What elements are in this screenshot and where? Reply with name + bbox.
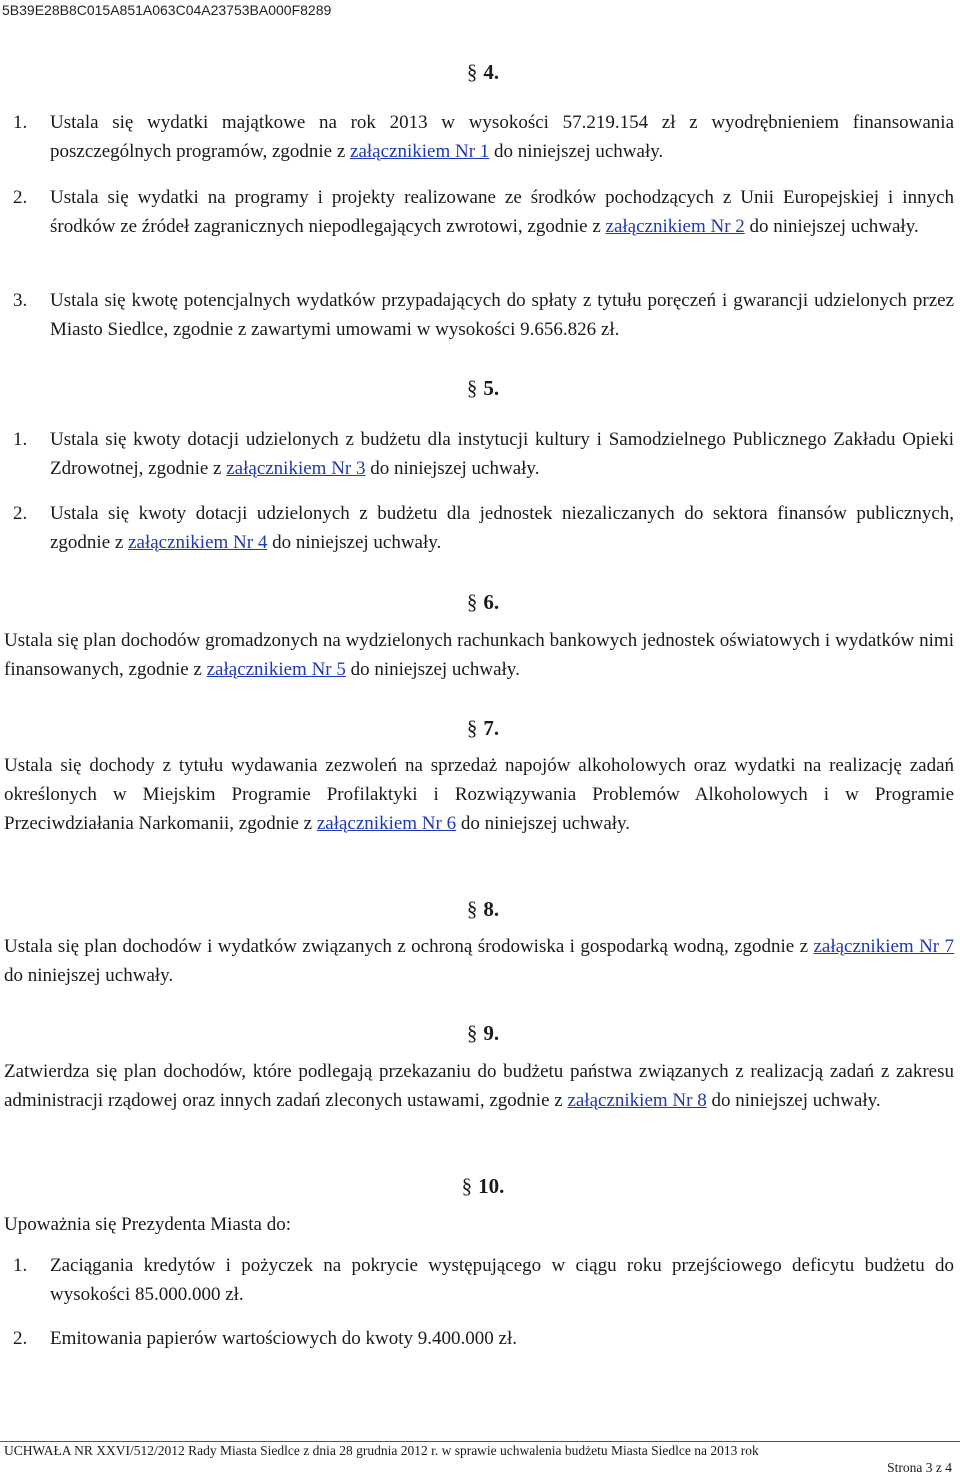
section-number: 6. (483, 590, 500, 614)
text-segment: Ustala się wydatki na programy i projekty realizowane ze środków pochodzących z Unii Europejskiej i innych środków ze źródeł zagranicznych niepodlegających zwrotowi, zgodnie z (50, 187, 954, 237)
item-text: Zaciągania kredytów i pożyczek na pokrycie występującego w ciągu roku przejściowego deficytu budżetu do wysokości 85.000.000 zł. (50, 1255, 954, 1305)
section-symbol: § (466, 376, 478, 400)
text-segment: do niniejszej uchwały. (4, 965, 174, 986)
list-item (0, 183, 960, 241)
section-heading-5 (0, 376, 960, 401)
section-number: 7. (483, 716, 500, 740)
list-item (0, 425, 960, 483)
item-number: 1. (13, 1255, 28, 1276)
section-heading-8 (0, 897, 960, 922)
text-segment: do niniejszej uchwały. (494, 141, 664, 162)
text-segment: Ustala się kwoty dotacji udzielonych z budżetu dla jednostek niezaliczanych do sektora finansów publicznych, zgodnie z (50, 503, 954, 553)
page-footer (0, 1441, 960, 1475)
item-text (50, 183, 954, 241)
section-symbol: § (466, 1021, 478, 1045)
paragraph-6 (4, 626, 954, 684)
text-segment: Ustala się dochody z tytułu wydawania zezwoleń na sprzedaż napojów alkoholowych oraz wydatki na realizację zadań określonych w Miejskim Programie Profilaktyki i Rozwiązywania Problemów Alkoholowych i w Programie Przeciwdziałania Narkomanii, zgodnie z (4, 755, 954, 834)
footer-title: UCHWAŁA NR XXVI/512/2012 Rady Miasta Siedlce z dnia 28 grudnia 2012 r. w sprawie uchwalenia budżetu Miasta Siedlce na 2013 rok (4, 1443, 759, 1458)
attachment-link-7[interactable]: załącznikiem Nr 7 (813, 936, 955, 957)
item-number: 2. (13, 503, 28, 524)
text-segment: do niniejszej uchwały. (749, 216, 919, 237)
section-symbol: § (466, 590, 478, 614)
item-text: Emitowania papierów wartościowych do kwoty 9.400.000 zł. (50, 1328, 517, 1349)
text-segment: Zatwierdza się plan dochodów, które podlegają przekazaniu do budżetu państwa związanych z realizacją zadań z zakresu administracji rządowej oraz innych zadań zleconych ustawami, zgodnie z (4, 1061, 954, 1111)
paragraph-9 (4, 1057, 954, 1115)
text-segment: Ustala się kwoty dotacji udzielonych z budżetu dla instytucji kultury i Samodzielnego Publicznego Zakładu Opieki Zdrowotnej, zgodnie z (50, 429, 954, 479)
section-heading-9 (0, 1021, 960, 1046)
section-heading-10 (0, 1174, 960, 1199)
text-segment: Ustala się wydatki majątkowe na rok 2013 w wysokości 57.219.154 zł z wyodrębnieniem finansowania poszczególnych programów, zgodnie z (50, 112, 954, 162)
item-number: 1. (13, 429, 28, 450)
text-segment: do niniejszej uchwały. (711, 1090, 881, 1111)
section-number: 5. (483, 376, 500, 400)
section-symbol: § (466, 716, 478, 740)
item-text: Ustala się kwotę potencjalnych wydatków przypadających do spłaty z tytułu poręczeń i gwarancji udzielonych przez Miasto Siedlce, zgodnie z zawartymi umowami w wysokości 9.656.826 zł. (50, 290, 954, 340)
document-id: 5B39E28B8C015A851A063C04A23753BA000F8289 (2, 2, 332, 18)
text-segment: do niniejszej uchwały. (272, 532, 442, 553)
text-segment: do niniejszej uchwały. (460, 813, 631, 834)
text-segment: Ustala się plan dochodów i wydatków związanych z ochroną środowiska i gospodarką wodną, zgodnie z (4, 936, 809, 957)
paragraph-7 (4, 751, 954, 838)
paragraph-8 (4, 932, 954, 990)
item-number: 1. (13, 112, 28, 133)
list-item (0, 108, 960, 166)
text-segment: Ustala się plan dochodów gromadzonych na wydzielonych rachunkach bankowych jednostek oświatowych i wydatków nimi finansowanych, zgodnie z (4, 630, 954, 680)
text-segment: do niniejszej uchwały. (350, 659, 520, 680)
item-text (50, 425, 954, 483)
attachment-link-3[interactable]: załącznikiem Nr 3 (226, 458, 366, 479)
attachment-link-2[interactable]: załącznikiem Nr 2 (605, 216, 745, 237)
item-number: 3. (13, 290, 28, 311)
section-number: 4. (483, 60, 500, 84)
section-heading-4 (0, 60, 960, 85)
text-segment: do niniejszej uchwały. (370, 458, 540, 479)
list-item (0, 1324, 960, 1353)
attachment-link-1[interactable]: załącznikiem Nr 1 (350, 141, 490, 162)
section-number: 8. (483, 897, 500, 921)
list-item (0, 499, 960, 557)
section-heading-6 (0, 590, 960, 615)
attachment-link-6[interactable]: załącznikiem Nr 6 (316, 813, 457, 834)
list-item (0, 286, 960, 344)
attachment-link-5[interactable]: załącznikiem Nr 5 (206, 659, 346, 680)
item-number: 2. (13, 1328, 28, 1349)
paragraph-10-intro: Upoważnia się Prezydenta Miasta do: (4, 1214, 292, 1235)
list-item (0, 1251, 960, 1309)
section-heading-7 (0, 716, 960, 741)
attachment-link-8[interactable]: załącznikiem Nr 8 (567, 1090, 707, 1111)
item-text (50, 108, 954, 166)
section-symbol: § (461, 1174, 473, 1198)
page-number: Strona 3 z 4 (887, 1460, 952, 1475)
section-symbol: § (466, 60, 478, 84)
section-symbol: § (466, 897, 478, 921)
item-number: 2. (13, 187, 28, 208)
item-text (50, 499, 954, 557)
attachment-link-4[interactable]: załącznikiem Nr 4 (128, 532, 268, 553)
section-number: 10. (478, 1174, 505, 1198)
section-number: 9. (483, 1021, 500, 1045)
